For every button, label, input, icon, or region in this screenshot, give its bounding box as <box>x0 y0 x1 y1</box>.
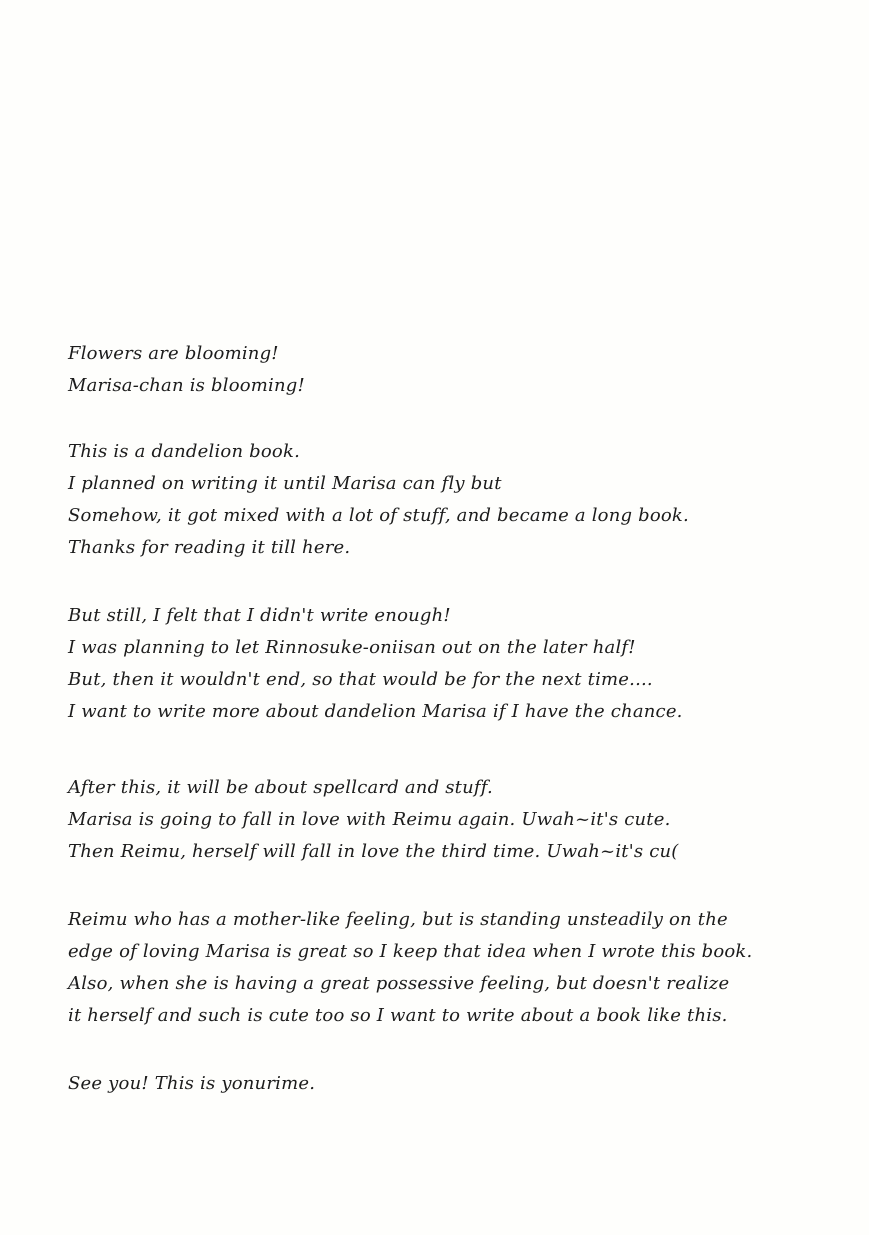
text-line: Marisa is going to fall in love with Reimu again. Uwah~it's cute. <box>68 809 671 830</box>
text-line: I want to write more about dandelion Marisa if I have the chance. <box>68 701 683 722</box>
paragraph-spellcard <box>68 772 848 868</box>
text-line: But, then it wouldn't end, so that would be for the next time.... <box>68 669 653 690</box>
text-line: I was planning to let Rinnosuke-oniisan out on the later half! <box>68 637 636 658</box>
text-line: Flowers are blooming! <box>68 343 279 364</box>
paragraph-dandelion-book <box>68 436 848 564</box>
text-line: Marisa-chan is blooming! <box>68 375 305 396</box>
text-line: But still, I felt that I didn't write enough! <box>68 605 451 626</box>
text-line: This is a dandelion book. <box>68 441 300 462</box>
text-line: Reimu who has a mother-like feeling, but is standing unsteadily on the <box>68 909 728 930</box>
text-line: I planned on writing it until Marisa can fly but <box>68 473 502 494</box>
text-line: it herself and such is cute too so I want to write about a book like this. <box>68 1005 728 1026</box>
text-line: Thanks for reading it till here. <box>68 537 351 558</box>
afterword-text <box>68 338 848 1100</box>
text-line: Then Reimu, herself will fall in love the third time. Uwah~it's cu( <box>68 841 679 862</box>
paragraph-reimu-feeling <box>68 904 848 1032</box>
paragraph-not-enough <box>68 600 848 728</box>
text-line: See you! This is yonurime. <box>68 1073 316 1094</box>
text-line: Also, when she is having a great possessive feeling, but doesn't realize <box>68 973 730 994</box>
paragraph-signoff <box>68 1068 848 1100</box>
paragraph-intro <box>68 338 848 402</box>
text-line: edge of loving Marisa is great so I keep that idea when I wrote this book. <box>68 941 753 962</box>
text-line: Somehow, it got mixed with a lot of stuff, and became a long book. <box>68 505 689 526</box>
text-line: After this, it will be about spellcard and stuff. <box>68 777 493 798</box>
